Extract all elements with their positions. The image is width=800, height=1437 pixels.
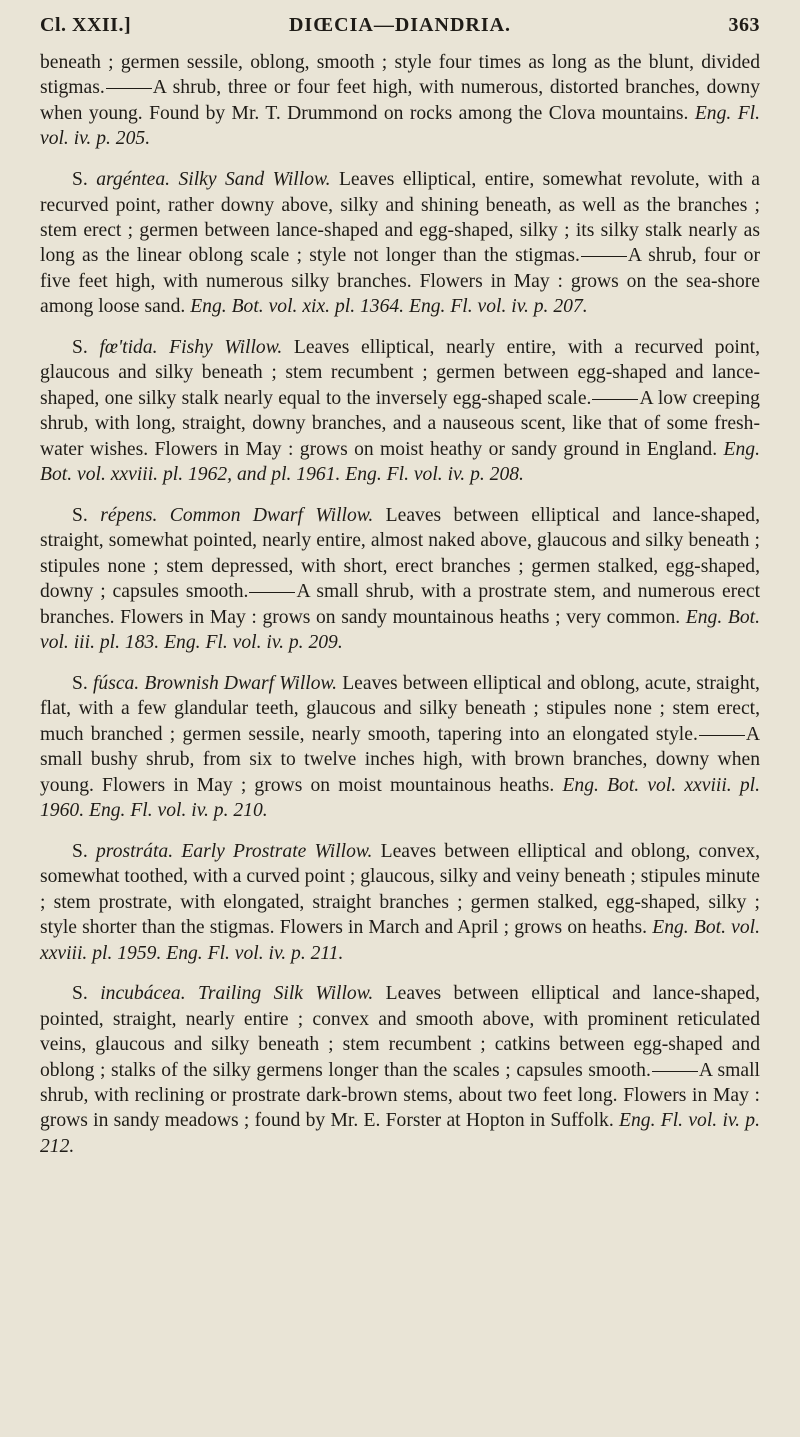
species-entry (40, 839, 760, 966)
description: Leaves elliptical, nearly entire, with a recurved point, glaucous and silky beneath ; stem recumbent ; germen between egg-shaped and lance-shaped, one silky stalk nearly equal to the inversely egg-shaped scale. (40, 337, 760, 409)
genus-abbrev: S. (72, 840, 88, 862)
common-name: Trailing Silk Willow. (198, 983, 374, 1005)
habitat-note: A small shrub, with a prostrate stem, and numerous erect branches. Flowers in May : grows on sandy mountainous heaths ; very common. (40, 581, 761, 628)
species-entry (40, 671, 760, 823)
description: Leaves between elliptical and lance-shaped, pointed, straight, nearly entire ; convex and smooth above, with prominent reticulated veins, glaucous and silky beneath ; stem recumbent ; catkins between egg-shaped and oblong ; stalks of the silky germens longer than the scales ; capsules smooth. (40, 983, 760, 1081)
common-name: Silky Sand Willow. (178, 169, 331, 191)
description: Leaves elliptical, entire, somewhat revolute, with a recurved point, rather downy above, silky and shining beneath, as well as the branches ; stem erect ; germen between lance-shaped and egg-shaped, silky ; its silky stalk nearly as long as the linear oblong scale ; style not longer than the stigmas. (40, 169, 760, 267)
page-number: 363 (728, 14, 760, 36)
reference: Eng. Bot. vol. xxviii. pl. 1962, and pl. 1961. Eng. Fl. vol. iv. p. 208. (40, 438, 760, 486)
species-entry (40, 335, 760, 487)
species-name: répens. (100, 505, 158, 526)
species-name: incubácea. (100, 983, 186, 1005)
em-rule (249, 592, 295, 593)
species-entry (40, 167, 760, 319)
habitat-note: A shrub, four or five feet high, with numerous silky branches. Flowers in May : grows on the sea-shore among loose sand. (40, 245, 760, 318)
habitat-note: A shrub, three or four feet high, with numerous, distorted branches, downy when young. Found by Mr. T. Drummond on rocks among the Clova mountains. (40, 77, 760, 124)
species-name: fœ'tida. (99, 337, 158, 359)
genus-abbrev: S. (72, 337, 88, 359)
em-rule (652, 1071, 698, 1072)
species-entry (40, 50, 760, 152)
description: Leaves between elliptical and oblong, convex, somewhat toothed, with a curved point ; glaucous, silky and veiny beneath ; stipules minute ; stem prostrate, with elongated, straight branches ; germen stalked, egg-shaped, silky ; style shorter than the stigmas. Flowers in March and April ; grows on heaths. (40, 840, 760, 939)
species-name: argéntea. (96, 169, 171, 191)
section-title: DIŒCIA—DIANDRIA. (288, 14, 512, 36)
em-rule (581, 256, 627, 257)
description: Leaves between elliptical and lance-shaped, straight, somewhat pointed, nearly entire, almost naked above, glaucous and silky beneath ; stipules none ; stem depressed, with short, erect branches ; germen stalked, egg-shaped, downy ; capsules smooth. (40, 505, 761, 603)
em-rule (592, 399, 638, 400)
chapter-label: Cl. XXII.] (40, 14, 132, 36)
common-name: Early Prostrate Willow. (181, 840, 373, 862)
species-entry (40, 503, 760, 655)
habitat-note: A low creeping shrub, with long, straight, downy branches, and a nauseous scent, like that of some fresh-water wishes. Flowers in May : grows on moist heathy or sandy ground in England. (40, 387, 760, 460)
reference: Eng. Bot. vol. xix. pl. 1364. Eng. Fl. vol. iv. p. 207. (190, 296, 588, 318)
genus-abbrev: S. (72, 505, 88, 526)
common-name: Common Dwarf Willow. (169, 505, 374, 526)
common-name: Fishy Willow. (169, 337, 283, 359)
species-name: prostráta. (96, 840, 174, 862)
description: beneath ; germen sessile, oblong, smooth ; style four times as long as the blunt, divided stigmas. (40, 52, 760, 99)
genus-abbrev: S. (72, 672, 88, 694)
reference: Eng. Bot. vol. xxviii. pl. 1959. Eng. Fl. vol. iv. p. 211. (40, 917, 760, 964)
reference: Eng. Fl. vol. iv. p. 205. (40, 102, 761, 150)
species-entry (40, 981, 760, 1159)
em-rule (699, 735, 745, 736)
common-name: Brownish Dwarf Willow. (144, 672, 338, 694)
reference: Eng. Bot. vol. iii. pl. 183. Eng. Fl. vol. iv. p. 209. (40, 606, 760, 654)
species-entries (40, 50, 760, 1159)
reference: Eng. Fl. vol. iv. p. 212. (40, 1110, 760, 1157)
reference: Eng. Bot. vol. xxviii. pl. 1960. Eng. Fl. vol. iv. p. 210. (40, 774, 760, 821)
genus-abbrev: S. (72, 983, 88, 1005)
species-name: fúsca. (92, 672, 140, 694)
habitat-note: A small bushy shrub, from six to twelve inches high, with brown branches, downy when young. Flowers in May ; grows on moist mountainous heaths. (40, 723, 760, 796)
em-rule (106, 88, 152, 89)
description: Leaves between elliptical and oblong, acute, straight, flat, with a few glandular teeth, glaucous and silky beneath ; stipules none ; stem erect, much branched ; germen sessile, nearly smooth, tapering into an elongated style. (40, 672, 760, 745)
genus-abbrev: S. (72, 169, 88, 191)
running-header (40, 14, 760, 50)
habitat-note: A small shrub, with reclining or prostrate dark-brown stems, about two feet long. Flowers in May : grows in sandy meadows ; found by Mr. E. Forster at Hopton in Suffolk. (40, 1059, 761, 1132)
